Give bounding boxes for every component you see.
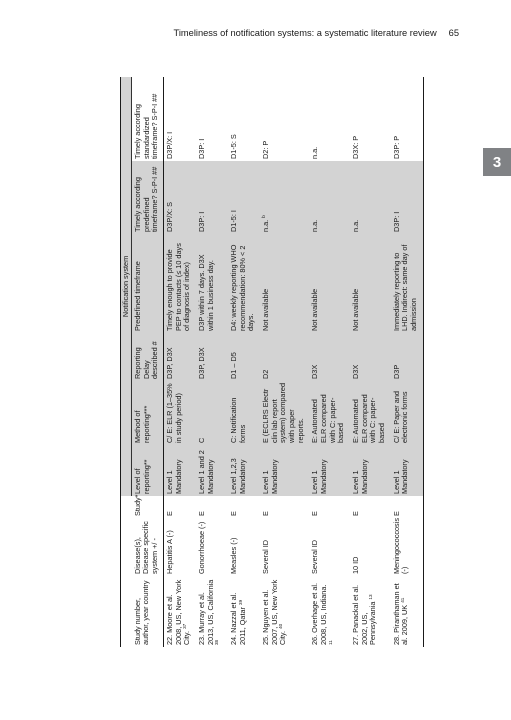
cell-delay-text: D1 – D5 <box>229 352 239 379</box>
cell-timely-standardized-text: D3P: I <box>197 138 207 159</box>
col-header-timeframe: Predefined timeframe <box>132 234 164 333</box>
cell-timeframe-text: Not available <box>261 288 271 331</box>
cell-study-design-text: E <box>197 511 207 516</box>
cell-study-superscript: 37 <box>182 623 188 629</box>
cell-delay <box>350 333 391 381</box>
cell-study-text: 26. Overhage et al. 2008, US, Indiana. <box>310 582 329 645</box>
cell-timely-standardized-text: D3X: P <box>351 135 361 159</box>
cell-timely-standardized <box>196 77 228 161</box>
cell-timely-standardized <box>228 77 260 161</box>
cell-disease <box>350 518 391 576</box>
cell-disease <box>309 518 350 576</box>
cell-study <box>228 576 260 647</box>
cell-study-design <box>196 496 228 518</box>
cell-delay-text: D3X <box>310 364 320 379</box>
cell-delay-text: D3P, D3X <box>197 347 207 379</box>
chapter-number: 3 <box>492 153 502 171</box>
cell-study-text: 22. Moore et al. 2008, US, New York City. <box>165 579 192 645</box>
cell-method-text: C/ E: Paper and electronic forms <box>391 391 410 443</box>
cell-timeframe <box>260 234 309 333</box>
cell-timeframe-text: D4: weekly reporting WHO recommendation: 80% < 2 days. <box>229 244 256 331</box>
cell-timely-standardized-text: D3P/X: I <box>165 131 175 159</box>
col-header-method: Method of reporting*** <box>132 381 164 445</box>
cell-timely-predefined <box>350 161 391 234</box>
cell-study-design-text: E <box>261 511 271 516</box>
cell-timeframe-text: D3P within 7 days. D3X within 1 business day. <box>197 254 215 331</box>
cell-level <box>350 445 391 496</box>
group-header-notification-system: Notification system <box>121 77 132 496</box>
cell-timely-predefined-superscript: b <box>261 215 267 218</box>
cell-level-text: Level 1 Mandatory <box>391 459 410 494</box>
cell-timely-predefined-text: D1-5: I <box>229 210 239 232</box>
cell-method <box>260 381 309 445</box>
cell-timeframe <box>164 234 197 333</box>
cell-study <box>164 576 197 647</box>
cell-method <box>391 381 424 445</box>
cell-level-text: Level 1 Mandatory <box>261 459 279 494</box>
cell-study-text: 27. Panackal et al. 2002, US, Pennsylvania <box>351 584 378 645</box>
cell-study-design <box>391 496 424 518</box>
cell-study-design-text: E <box>229 511 239 516</box>
cell-method <box>228 381 260 445</box>
cell-disease-text: Measles (-) <box>229 537 239 574</box>
page-number: 65 <box>448 28 459 38</box>
cell-delay-text: D2 <box>261 369 271 379</box>
cell-level-text: Level 1 and 2 Mandatory <box>197 450 215 494</box>
col-header-level: Level of reporting** <box>132 445 164 496</box>
cell-timely-standardized <box>309 77 350 161</box>
cell-study-design <box>309 496 350 518</box>
cell-disease-text: Several ID <box>261 539 271 574</box>
cell-timely-standardized <box>260 77 309 161</box>
cell-delay <box>228 333 260 381</box>
cell-timely-standardized <box>164 77 197 161</box>
cell-timeframe <box>391 234 424 333</box>
table-row <box>164 77 197 647</box>
cell-delay <box>391 333 424 381</box>
cell-method <box>350 381 391 445</box>
cell-study-text: 25. Nguyen et al. 2007, US, New York City. <box>261 579 288 645</box>
table-body <box>164 77 424 647</box>
cell-timeframe <box>228 234 260 333</box>
cell-timely-predefined-text: D3P: I <box>391 211 401 232</box>
cell-timeframe <box>196 234 228 333</box>
cell-timely-standardized <box>391 77 424 161</box>
cell-disease-text: Several ID <box>310 539 320 574</box>
cell-disease <box>260 518 309 576</box>
studies-table <box>120 77 424 647</box>
cell-study <box>260 576 309 647</box>
cell-disease-text: Gonorrhoeae (-) <box>197 521 207 574</box>
table-row <box>309 77 350 647</box>
cell-method-text: C/ E: ELR (1–35% in study period) <box>165 383 183 443</box>
cell-delay <box>260 333 309 381</box>
cell-delay-text: D3P, D3X <box>165 347 175 379</box>
cell-delay <box>309 333 350 381</box>
cell-study-superscript: 39 <box>237 599 243 605</box>
col-header-disease: Disease(s), Disease specific system +/ - <box>132 518 164 576</box>
cell-study-design-text: E <box>391 511 401 516</box>
rotated-table-container <box>120 77 458 647</box>
table-row <box>228 77 260 647</box>
running-head-title: Timeliness of notification systems: a systematic literature review <box>173 28 437 38</box>
cell-level <box>164 445 197 496</box>
column-header-row <box>132 77 164 647</box>
cell-timeframe-text: Immediately reporting to LHD. Indirect: same day of admission <box>391 244 419 331</box>
cell-timely-predefined-text: n.a. <box>261 219 271 232</box>
cell-timeframe-text: Not available <box>310 288 320 331</box>
cell-delay <box>164 333 197 381</box>
cell-timely-predefined-text: D3P: I <box>197 211 207 232</box>
cell-level <box>260 445 309 496</box>
cell-timely-predefined-text: D3P/X: S <box>165 201 175 232</box>
cell-timely-predefined <box>309 161 350 234</box>
cell-method <box>309 381 350 445</box>
col-header-study: Study number, author, year country <box>132 576 164 647</box>
cell-study-text: 28. Piranthaman et al. 2009, UK <box>391 583 410 645</box>
cell-disease-text: Hepatitis A (-) <box>165 530 175 574</box>
cell-timely-predefined <box>260 161 309 234</box>
cell-disease-text: 10 ID <box>351 556 361 574</box>
cell-timely-standardized-text: D1-5: S <box>229 134 239 159</box>
cell-method-text: E (ECLRS Electr clin lab report system) compared with paper reports. <box>261 382 305 443</box>
cell-study-superscript: 13 <box>368 594 374 600</box>
table-row <box>196 77 228 647</box>
cell-timely-standardized <box>350 77 391 161</box>
running-head <box>120 28 459 38</box>
cell-timeframe-text: Not available <box>351 288 361 331</box>
cell-disease <box>164 518 197 576</box>
cell-method-text: E: Automated ELR compared with C: paper-based <box>310 394 346 443</box>
cell-study-design-text: E <box>165 511 175 516</box>
cell-timely-predefined <box>164 161 197 234</box>
cell-timely-predefined <box>196 161 228 234</box>
cell-study <box>309 576 350 647</box>
cell-level-text: Level 1,2,3 Mandatory <box>229 458 247 494</box>
cell-study-design <box>350 496 391 518</box>
cell-method <box>196 381 228 445</box>
cell-study-design <box>260 496 309 518</box>
col-header-study-design: Study* <box>132 496 164 518</box>
col-header-timely-predefined: Timely according predefined timeframe? S-P-I ## <box>132 161 164 234</box>
cell-timely-standardized-text: n.a. <box>310 146 320 159</box>
cell-timeframe <box>350 234 391 333</box>
cell-level <box>196 445 228 496</box>
cell-study-text: 23. Murray et al. 2013, US, California <box>197 579 215 645</box>
cell-disease <box>228 518 260 576</box>
cell-study <box>350 576 391 647</box>
cell-delay-text: D3P <box>391 364 401 379</box>
cell-timely-predefined <box>391 161 424 234</box>
cell-level <box>391 445 424 496</box>
chapter-tab <box>483 148 511 176</box>
cell-study-superscript: 40 <box>278 623 284 629</box>
cell-timely-standardized-text: D3P: P <box>391 135 401 159</box>
cell-timely-predefined-text: n.a. <box>351 219 361 232</box>
cell-study-design <box>228 496 260 518</box>
cell-method-text: C: Notification forms <box>229 397 247 443</box>
cell-study-design <box>164 496 197 518</box>
cell-level-text: Level 1 Mandatory <box>351 459 369 494</box>
cell-timeframe-text: Timely enough to provide PEP to contacts (≤ 10 days of diagnosis of index) <box>165 243 192 331</box>
cell-delay-text: D3X <box>351 364 361 379</box>
cell-disease <box>196 518 228 576</box>
cell-study-design-text: E <box>310 511 320 516</box>
table-row <box>391 77 424 647</box>
group-header-row <box>121 77 132 647</box>
cell-study-design-text: E <box>351 511 361 516</box>
cell-disease <box>391 518 424 576</box>
cell-study-superscript: 41 <box>400 597 406 603</box>
cell-timely-predefined <box>228 161 260 234</box>
cell-delay <box>196 333 228 381</box>
cell-timely-predefined-text: n.a. <box>310 219 320 232</box>
cell-level-text: Level 1 Mandatory <box>165 459 183 494</box>
cell-timeframe <box>309 234 350 333</box>
cell-study-text: 24. Nazzal et al. 2011, Qatar <box>229 592 247 645</box>
cell-method <box>164 381 197 445</box>
col-header-timely-standardized: Timely according standardized timeframe? S-P-I ## <box>132 77 164 161</box>
cell-method-text: E: Automated ELR compared with C: paper-based <box>351 394 387 443</box>
cell-disease-text: Meningococcosis (-) <box>391 518 410 574</box>
col-header-delay: Reporting Delay described # <box>132 333 164 381</box>
cell-method-text: C <box>197 437 207 443</box>
cell-timely-standardized-text: D2: P <box>261 140 271 159</box>
cell-level <box>228 445 260 496</box>
cell-level <box>309 445 350 496</box>
cell-study <box>391 576 424 647</box>
table-row <box>260 77 309 647</box>
cell-level-text: Level 1 Mandatory <box>310 459 329 494</box>
cell-study-superscript: 38 <box>214 639 220 645</box>
cell-study <box>196 576 228 647</box>
table-row <box>350 77 391 647</box>
cell-study-superscript: 11 <box>327 640 333 645</box>
